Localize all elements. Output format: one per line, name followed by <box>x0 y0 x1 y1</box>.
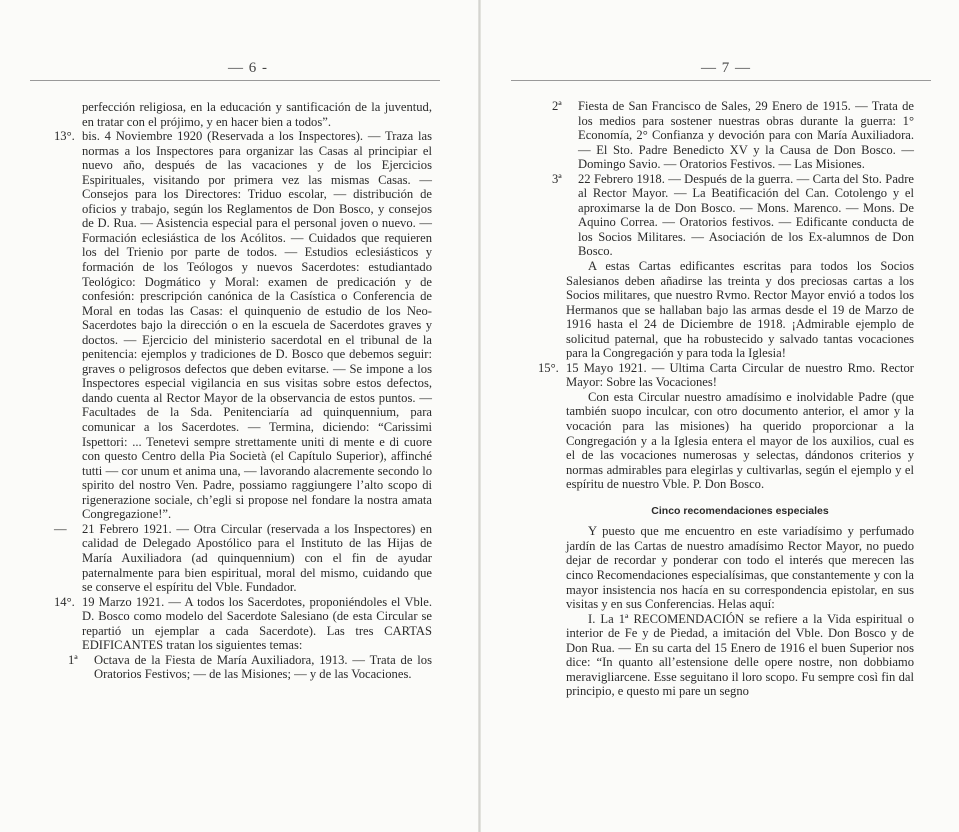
entry-continuation <box>82 100 432 129</box>
entry-number: 15°. <box>538 360 559 375</box>
entry-text: Octava de la Fiesta de María Auxiliadora, 1913. — Trata de los Oratorios Festivos; — de las Misiones; — y de las Vocaciones. <box>94 652 432 682</box>
entry-text: 21 Febrero 1921. — Otra Circular (reservada a los Inspectores) en calidad de Delegado Apostólico para el Instituto de las Hijas de María Auxiliadora (ad quinquennium) con el fin de ayudar paternalmente para bien espiritual, moral del mismo, cuidando que se conserve el espíritu del Vble. Fundador. <box>82 521 432 595</box>
entry-letter-2 <box>552 99 914 172</box>
entry-number: 3ª <box>552 171 562 186</box>
entry-letter-3 <box>552 171 914 259</box>
paragraph-cartas-edificantes <box>566 259 914 361</box>
section-paragraph: I. La 1ª RECOMENDACIÓN se refiere a la Vida espiritual o interior de Fe y de Piedad, a imitación del Vble. Don Bosco y de Don Rua. — En su carta del 15 Enero de 1916 el buen Superior nos dice: “In quanto all’estensione delle opere nostre, non dobbiamo meravigliarcene. Esse seguitano il loro scopo. Fu sempre così fin dal principio, e questo mi pare un segno <box>566 611 914 699</box>
entry-number: 14°. <box>54 594 75 609</box>
entry-number: 1ª <box>68 652 78 667</box>
header-rule-left <box>30 80 440 81</box>
right-page-body <box>538 99 914 699</box>
entry-14 <box>54 594 432 653</box>
entry-number: 2ª <box>552 99 562 113</box>
entry-letter-1 <box>68 652 432 682</box>
entry-text: 22 Febrero 1918. — Después de la guerra. — Carta del Sto. Padre al Rector Mayor. — La Beatificación del Can. Cotolengo y el aproximarse la de Don Bosco. — Mons. Marenco. — Mons. De Aquino Correa. — Oratorios festivos. — Edificante conducta de los Socios Militares. — Asociación de los Ex-alumnos de Don Bosco. <box>578 171 914 259</box>
page-number-left: — 6 - <box>228 60 268 76</box>
left-page <box>0 0 478 832</box>
section-heading: Cinco recomendaciones especiales <box>651 504 829 517</box>
section-paragraph: Y puesto que me encuentro en este variadísimo y perfumado jardín de las Cartas de nuestro amadísimo Rector Mayor, no puedo dejar de recordar y ponderar con todo el interés que merecen las cinco Recomendaciones especialísimas, que constantemente y con la mayor insistencia nos hacía en su correspondencia epistolar, en sus visitas y en sus Conferencias. Helas aquí: <box>566 524 914 612</box>
paragraph-circular <box>566 390 914 492</box>
entry-text: 15 Mayo 1921. — Ultima Carta Circular de nuestro Rmo. Rector Mayor: Sobre las Vocaciones! <box>566 360 914 390</box>
right-page <box>481 0 959 832</box>
page-number-right: — 7 — <box>701 60 751 76</box>
entry-13bis <box>54 129 432 522</box>
paragraph-text: Con esta Circular nuestro amadísimo e inolvidable Padre (que también suopo inculcar, con otro documento anterior, el amor y la vocación para las misiones) ha querido proporcionar a la Congregación y a la Iglesia entera el mayor de los auxilios, cual es el de las vocaciones numerosas y selectas, dándonos criterios y normas admirables para elegirlas y cultivarlas, según el ejemplo y el espíritu de nuestro Vble. P. Don Bosco. <box>566 389 914 492</box>
header-rule-right <box>511 80 931 81</box>
entry-feb-1921 <box>54 521 432 595</box>
entry-text: perfección religiosa, en la educación y santificación de la juventud, en tratar con el prójimo, y en hacer bien a todos”. <box>82 100 432 129</box>
entry-text: 19 Marzo 1921. — A todos los Sacerdotes, proponiéndoles el Vble. D. Bosco como modelo del Sacerdote Salesiano (de esta Circular se repartió un ejemplar a cada Sacerdote). Las tres CARTAS EDIFICANTES tratan los siguientes temas: <box>82 594 432 653</box>
entry-number: 13°. <box>54 129 75 144</box>
entry-number: — <box>54 521 67 536</box>
left-page-body <box>54 100 432 682</box>
paragraph-text: A estas Cartas edificantes escritas para todos los Socios Salesianos deben añadirse las treinta y dos preciosas cartas a los Socios militares, que nuestro Rvmo. Rector Mayor envió a todos los Hermanos que se hallaban bajo las armas desde el 19 de Marzo de 1916 hasta el 24 de Diciembre de 1918. ¡Admirable ejemplo de solicitud paternal, que ha robustecido y salvado tantas vocaciones para la Congregación y para toda la Iglesia! <box>566 259 914 361</box>
entry-text: bis. 4 Noviembre 1920 (Reservada a los Inspectores). — Traza las normas a los Inspectores para organizar las Casas al principiar el nuevo año, después de las vacaciones y de los Ejercicios Espirituales, visitando por primera vez las mismas Casas. — Consejos para los Directores: Triduo escolar, — distribución de oficios y trabajo, según los Reglamentos de Don Bosco, y consejos de D. Rua. — Asistencia especial para el personal joven o nuevo. — Formación eclesiástica de los Acólitos. — Cuidados que requieren los del Trienio por parte de todos. — Estudios eclesiásticos y formación de los Teólogos y nuevos Sacerdotes: estudiantado Teológico: Dogmático y Moral: examen de predicación y de confesión: prescripción canónica de la Casística o Conferencia de Moral en todas las Casas: el quinquenio de estudio de los Neo-Sacerdotes bajo la dirección o en la escuela de Sacerdotes graves y doctos. — Ejercicio del ministerio sacerdotal en el tribunal de la penitencia: ejemplos y tradiciones de D. Bosco que debemos seguir: graves o peligrosos defectos que deben evitarse. — Se impone a los Inspectores especial vigilancia en sus visitas sobre estos defectos, dando cuenta al Rector Mayor de la observancia de estos puntos. — Facultades de la Sda. Penitenciaría ad quinquennium, para comunicar a los Sacerdotes. — Termina, diciendo: “Carissimi Ispettori: ... Tenetevi sempre strettamente uniti di mente e di cuore con questo Centro della Pia Società (el Capítulo Superior), affinché tutti — cor unum et anima una, — lavorando alacremente secondo lo spirito del nostro Ven. Padre, possiamo raggiungere l’alto scopo di rigenerazione sociale, ch’egli si propose nel fondare la nostra amata Congregazione!”. <box>82 129 432 522</box>
entry-text: Fiesta de San Francisco de Sales, 29 Enero de 1915. — Trata de los medios para sostener nuestras obras durante la guerra: 1° Economía, 2° Confianza y devoción para con María Auxiliadora. — El Sto. Padre Benedicto XV y la Causa de Don Bosco. — Domingo Savio. — Oratorios Festivos. — Las Misiones. <box>578 99 914 172</box>
entry-15 <box>538 360 914 390</box>
